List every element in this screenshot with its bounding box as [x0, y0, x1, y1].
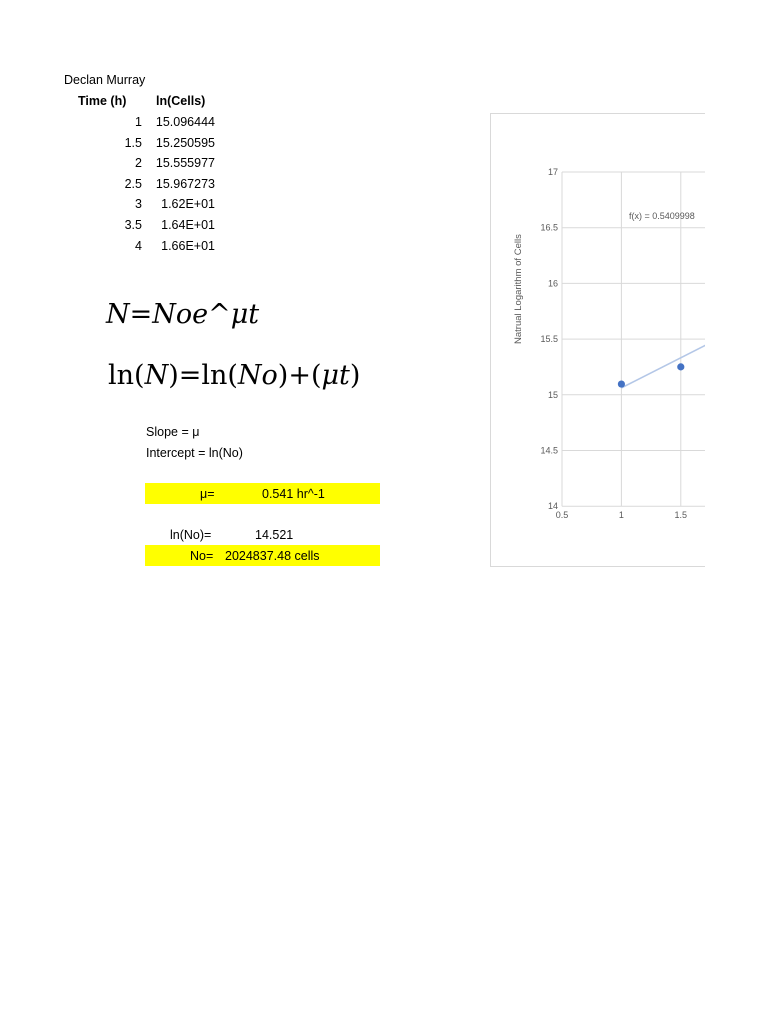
- time-cell: 4: [135, 238, 142, 253]
- time-cell: 1.5: [124, 135, 142, 150]
- time-cell: 2.5: [124, 176, 142, 191]
- trendline: [621, 207, 705, 388]
- no-label: No=: [190, 549, 214, 563]
- eq2-part-f: μt: [321, 360, 350, 391]
- ln-cells-cell: 15.967273: [155, 176, 215, 191]
- mu-label: μ=: [200, 487, 215, 501]
- time-cell: 3.5: [124, 218, 142, 232]
- eq2-part-g: ): [349, 360, 361, 391]
- ln-cells-cell: 1.64E+01: [161, 218, 215, 232]
- y-tick-label: 15: [547, 389, 558, 400]
- eq2-part-c: )=ln(: [168, 360, 238, 391]
- time-cell: 1: [135, 115, 142, 129]
- header-ln-cells: ln(Cells): [156, 94, 206, 108]
- y-tick-label: 16.5: [540, 222, 558, 233]
- eq2-part-e: )+(: [277, 360, 322, 391]
- trendline-equation-label: f(x) = 0.5409998: [629, 211, 695, 221]
- x-tick-label: 1: [618, 510, 624, 521]
- data-point: [677, 363, 684, 370]
- ln-cells-cell: 15.250595: [155, 135, 215, 150]
- eq1-lhs: N: [106, 299, 130, 330]
- slope-note: Slope = μ: [146, 425, 200, 439]
- x-tick-label: 1.5: [674, 510, 688, 521]
- ln-no-label: ln(No)=: [170, 528, 212, 542]
- no-value: 2024837.48 cells: [225, 549, 320, 563]
- ln-no-value: 14.521: [255, 528, 294, 542]
- eq1-equals: =: [129, 299, 153, 330]
- equation-log-linear: [108, 360, 360, 391]
- eq2-part-b: N: [144, 360, 169, 391]
- y-axis-label: Natrual Logarithm of Cells: [513, 234, 524, 345]
- ln-cells-cell: 1.66E+01: [161, 238, 215, 253]
- intercept-note: Intercept = ln(No): [146, 446, 243, 460]
- header-time: Time (h): [78, 94, 127, 108]
- ln-cells-cell: 15.096444: [155, 115, 215, 129]
- chart-container[interactable]: [490, 113, 705, 567]
- ln-cells-cell: 1.62E+01: [161, 197, 215, 212]
- x-tick-label: 0.5: [555, 510, 569, 521]
- data-point: [618, 380, 625, 387]
- y-tick-label: 17: [547, 167, 558, 177]
- mu-value: 0.541 hr^-1: [262, 487, 325, 501]
- time-cell: 3: [135, 197, 142, 212]
- time-cell: 2: [135, 156, 142, 171]
- y-tick-label: 14.5: [540, 445, 558, 456]
- y-tick-label: 16: [547, 278, 558, 289]
- eq2-part-a: ln(: [108, 360, 145, 391]
- ln-cells-cell: 15.555977: [155, 156, 215, 171]
- y-tick-label: 15.5: [540, 334, 558, 345]
- y-tick-label: 14: [547, 501, 558, 512]
- eq1-rhs: Noe^μt: [152, 299, 260, 330]
- equation-exponential: [106, 299, 259, 330]
- author-name: Declan Murray: [64, 73, 146, 87]
- eq2-part-d: No: [237, 360, 278, 391]
- scatter-chart: [491, 114, 705, 566]
